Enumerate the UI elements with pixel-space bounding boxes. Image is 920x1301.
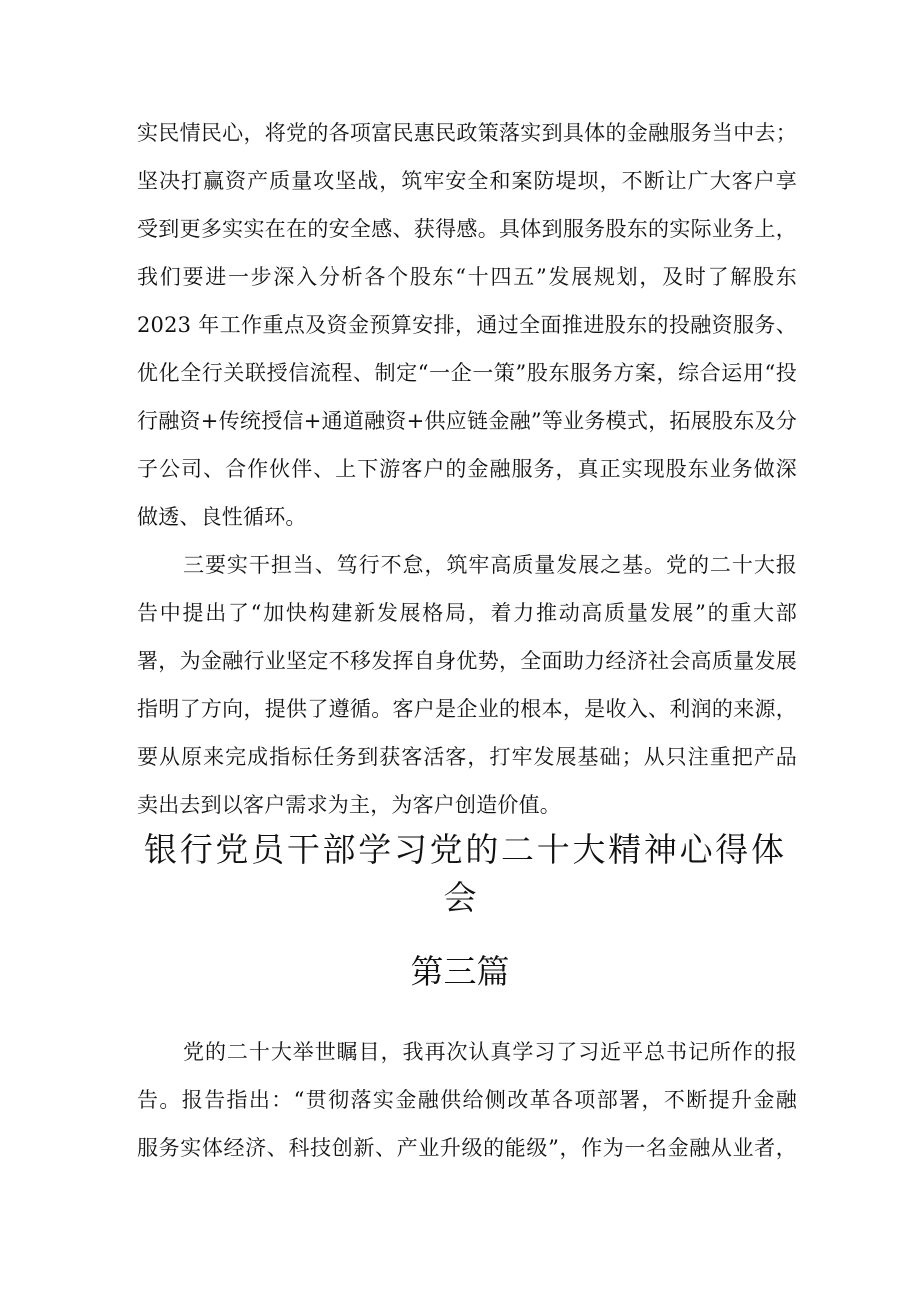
paragraph-line: 我们要进一步深入分析各个股东“十四五”发展规划，及时了解股东 xyxy=(137,265,797,289)
paragraph-line: 子公司、合作伙伴、上下游客户的金融服务，真正实现股东业务做深 xyxy=(137,457,797,481)
paragraph-line: 指明了方向，提供了遵循。客户是企业的根本，是收入、利润的来源， xyxy=(137,697,797,721)
paragraph-line: 2023 年工作重点及资金预算安排，通过全面推进股东的投融资服务、 xyxy=(137,313,797,337)
paragraph-line: 优化全行关联授信流程、制定“一企一策”股东服务方案，综合运用“投 xyxy=(137,361,797,385)
paragraph-line: 坚决打赢资产质量攻坚战，筑牢安全和案防堤坝，不断让广大客户享 xyxy=(137,169,797,193)
paragraph-line: 告。报告指出：“贯彻落实金融供给侧改革各项部署，不断提升金融 xyxy=(137,1088,797,1112)
paragraph-line: 服务实体经济、科技创新、产业升级的能级”，作为一名金融从业者， xyxy=(137,1136,797,1160)
paragraph-line: 党的二十大举世瞩目，我再次认真学习了习近平总书记所作的报 xyxy=(183,1040,797,1064)
paragraph-line: 卖出去到以客户需求为主，为客户创造价值。 xyxy=(137,793,561,817)
article-title-line2: 会 xyxy=(443,878,477,917)
paragraph-line: 行融资+传统授信+通道融资+供应链金融”等业务模式，拓展股东及分 xyxy=(137,409,797,433)
paragraph-line: 实民情民心，将党的各项富民惠民政策落实到具体的金融服务当中去； xyxy=(137,121,797,145)
paragraph-line: 受到更多实实在在的安全感、获得感。具体到服务股东的实际业务上， xyxy=(137,217,797,241)
article-title-line1: 银行党员干部学习党的二十大精神心得体 xyxy=(144,830,784,869)
paragraph-line: 署，为金融行业坚定不移发挥自身优势，全面助力经济社会高质量发展 xyxy=(137,649,797,673)
paragraph-line: 三要实干担当、笃行不怠，筑牢高质量发展之基。党的二十大报 xyxy=(183,553,797,577)
paragraph-line: 要从原来完成指标任务到获客活客，打牢发展基础；从只注重把产品 xyxy=(137,745,797,769)
paragraph-line: 做透、良性循环。 xyxy=(137,505,307,529)
paragraph-line: 告中提出了“加快构建新发展格局，着力推动高质量发展”的重大部 xyxy=(137,601,797,625)
article-subtitle: 第三篇 xyxy=(410,952,510,991)
